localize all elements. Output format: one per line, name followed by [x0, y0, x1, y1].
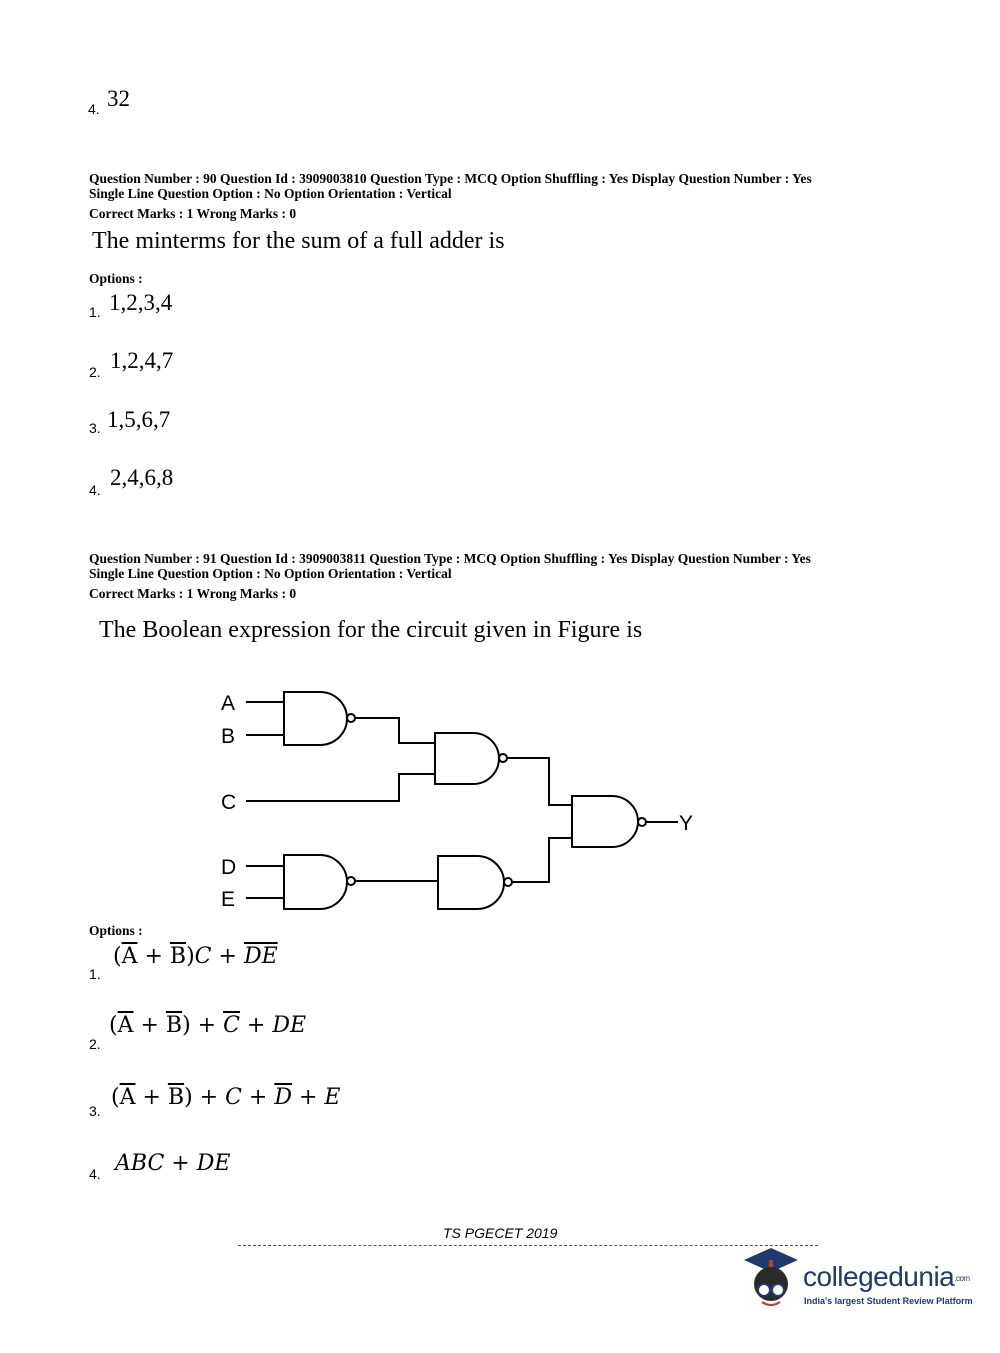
q90-options-label: Options : — [89, 271, 143, 286]
input-label-c: C — [221, 791, 237, 814]
nand-gate-1-bubble — [347, 714, 355, 722]
q91-option-3-expression: $(\overline{A} + \overline{B}) + C + \overline{D} + E$ — [111, 1085, 341, 1110]
collegedunia-mascot-icon — [740, 1246, 802, 1314]
q90-option-2-text: 1,2,4,7 — [110, 348, 174, 373]
q90-option-2-number: 2. — [89, 364, 101, 380]
q91-marks: Correct Marks : 1 Wrong Marks : 0 — [89, 586, 297, 601]
input-label-b: B — [221, 725, 236, 748]
nand-gate-1 — [284, 692, 347, 745]
q91-option-1-number: 1. — [89, 966, 101, 982]
q91-option-2-number: 2. — [89, 1036, 101, 1052]
input-label-a: A — [221, 692, 236, 715]
nand-gate-3 — [284, 855, 347, 909]
output-label-y: Y — [679, 812, 694, 835]
q90-meta-line1: Question Number : 90 Question Id : 3909003810 Question Type : MCQ Option Shuffling : Yes Display Question Number : Yes — [89, 171, 812, 186]
q91-option-3-number: 3. — [89, 1103, 101, 1119]
q91-meta-line2: Single Line Question Option : No Option Orientation : Vertical — [89, 566, 452, 581]
q90-option-1-text: 1,2,3,4 — [109, 290, 173, 315]
q90-option-1-number: 1. — [89, 304, 101, 320]
q90-meta-line2: Single Line Question Option : No Option Orientation : Vertical — [89, 186, 452, 201]
nand-gate-3-bubble — [347, 877, 355, 885]
q90-option-3-text: 1,5,6,7 — [107, 407, 171, 432]
q90-option-3-number: 3. — [89, 420, 101, 436]
prev-option-value: 32 — [107, 86, 130, 111]
nand-gate-4-bubble — [504, 878, 512, 886]
q90-option-4-text: 2,4,6,8 — [110, 465, 174, 490]
q91-option-1-expression: $(\overline{A} + \overline{B})C + \overline{DE}$ — [113, 944, 278, 969]
nand-gate-2-bubble — [499, 754, 507, 762]
nand-gate-5-bubble — [638, 818, 646, 826]
q91-option-4-number: 4. — [89, 1166, 101, 1182]
collegedunia-logo-text: collegedunia.com — [803, 1261, 970, 1292]
nand-gate-2 — [435, 733, 499, 784]
collegedunia-tagline: India's largest Student Review Platform — [804, 1296, 973, 1306]
q90-marks: Correct Marks : 1 Wrong Marks : 0 — [89, 206, 297, 221]
prev-option-number: 4. — [88, 101, 100, 117]
q91-option-4-expression: ABC + DE — [115, 1151, 231, 1176]
q91-option-2-expression: $(\overline{A} + \overline{B}) + \overline{C}$ + DE — [109, 1013, 307, 1038]
footer-exam-name: TS PGECET 2019 — [443, 1225, 558, 1241]
q91-options-label: Options : — [89, 923, 143, 938]
q91-question-text: The Boolean expression for the circuit given in Figure is — [99, 617, 643, 643]
input-label-d: D — [221, 856, 237, 879]
q90-question-text: The minterms for the sum of a full adder is — [92, 228, 505, 254]
q90-option-4-number: 4. — [89, 482, 101, 498]
input-label-e: E — [221, 888, 236, 911]
nand-gate-4 — [438, 856, 504, 909]
nand-gate-5 — [572, 796, 638, 847]
q91-meta-line1: Question Number : 91 Question Id : 3909003811 Question Type : MCQ Option Shuffling : Yes Display Question Number : Yes — [89, 551, 811, 566]
footer-divider — [238, 1245, 818, 1246]
